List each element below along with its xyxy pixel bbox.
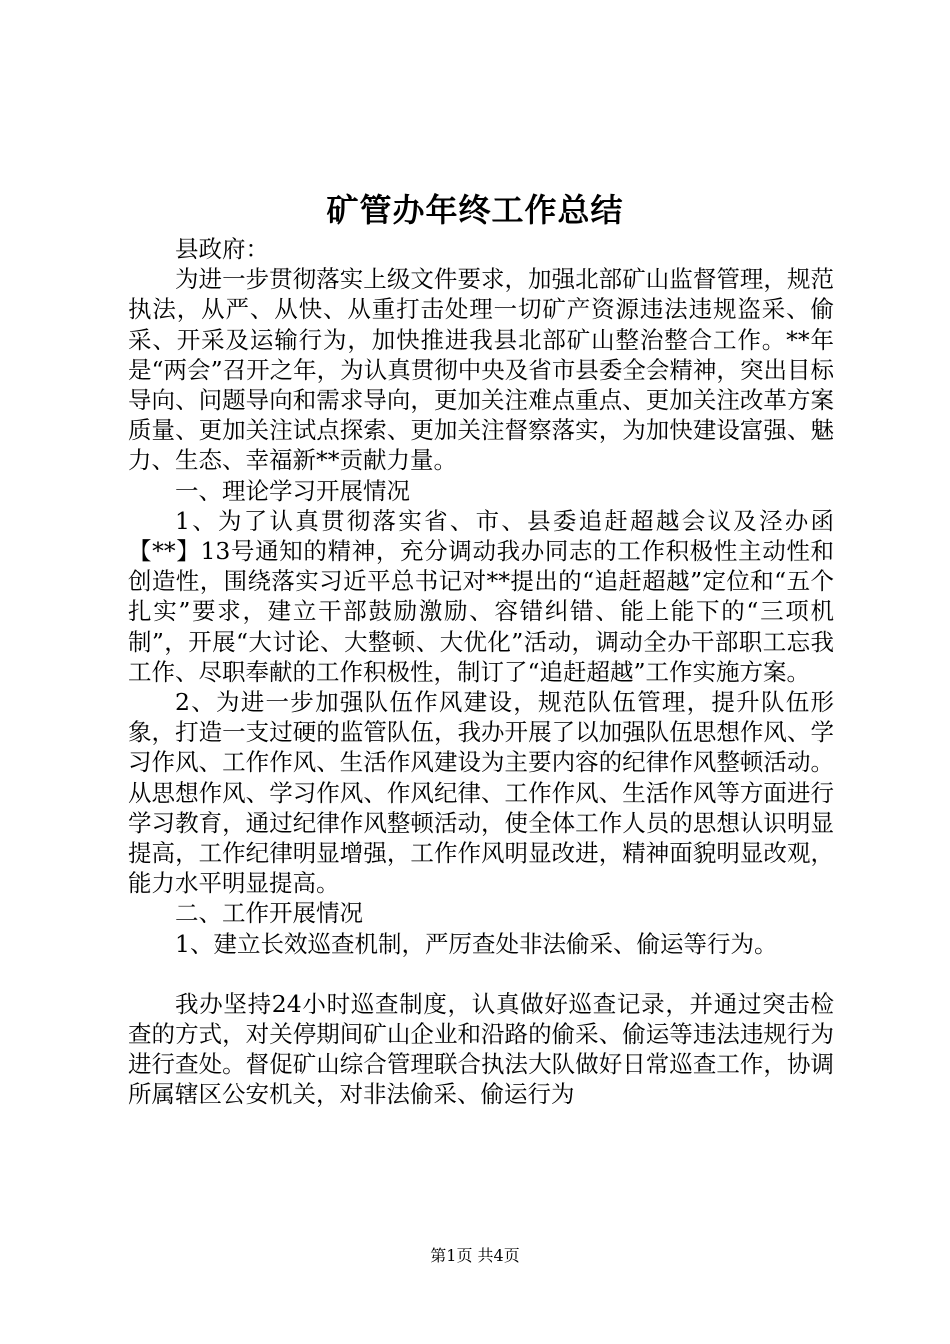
paragraph-2-1-heading: 1、建立长效巡查机制，严厉查处非法偷采、偷运等行为。 <box>175 929 778 958</box>
salutation: 县政府： <box>175 235 269 263</box>
document-title: 矿管办年终工作总结 <box>326 191 624 229</box>
page-footer: 第1页 共4页 <box>430 1246 520 1265</box>
paragraph-1-1: 1、为了认真贯彻落实省、市、县委追赶超越会议及泾办函【**】13号通知的精神，充分调动我办同志的工作积极性主动性和创造性，围绕落实习近平总书记对**提出的“追赶超越”定位和“五个扎实”要求，建立干部鼓励激励、容错纠错、能上能下的“三项机制”，开展“大讨论、大整顿、大优化”活动，调动全办干部职工忘我工作、尽职奉献的工作积极性，制订了“追赶超越”工作实施方案。 <box>128 506 834 686</box>
paragraph-1-2: 2、为进一步加强队伍作风建设，规范队伍管理，提升队伍形象，打造一支过硬的监管队伍，我办开展了以加强队伍思想作风、学习作风、工作作风、生活作风建设为主要内容的纪律作风整顿活动。从思想作风、学习作风、作风纪律、工作作风、生活作风等方面进行学习教育，通过纪律作风整顿活动，使全体工作人员的思想认识明显提高，工作纪律明显增强，工作作风明显改进，精神面貌明显改观，能力水平明显提高。 <box>128 688 834 898</box>
paragraph-intro: 为进一步贯彻落实上级文件要求，加强北部矿山监督管理，规范执法，从严、从快、从重打击处理一切矿产资源违法违规盗采、偷采、开采及运输行为，加快推进我县北部矿山整治整合工作。**年是“两会”召开之年，为认真贯彻中央及省市县委全会精神，突出目标导向、问题导向和需求导向，更加关注难点重点、更加关注改革方案质量、更加关注试点探索、更加关注督察落实，为加快建设富强、魅力、生态、幸福新**贡献力量。 <box>128 265 834 475</box>
paragraph-2-1-body: 我办坚持24小时巡查制度，认真做好巡查记录，并通过突击检查的方式，对关停期间矿山企业和沿路的偷采、偷运等违法违规行为进行查处。督促矿山综合管理联合执法大队做好日常巡查工作，协调所属辖区公安机关，对非法偷采、偷运行为 <box>128 989 834 1109</box>
document-body <box>128 234 834 1110</box>
section-heading-1: 一、理论学习开展情况 <box>175 476 410 505</box>
section-heading-2: 二、工作开展情况 <box>175 899 363 928</box>
